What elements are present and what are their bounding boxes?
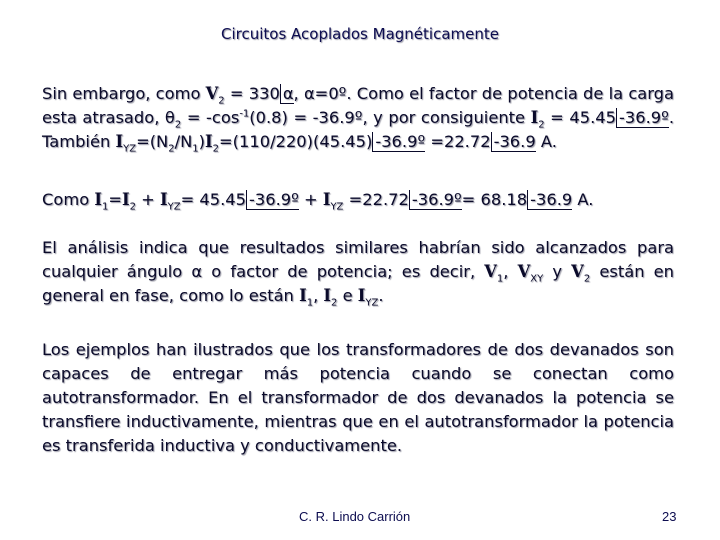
paragraph-3: El análisis indica que resultados similares habrían sido alcanzados para cualquier ángulo α o factor de potencia; es decir, $V_1$, $V_{XY}$ y $V_2$ están en general en fase, como lo están $I_1$, $I_2$ e $I_{YZ}$. xyxy=(42,238,674,309)
phasor-angle: -36.9º xyxy=(372,132,425,152)
slide-title: Circuitos Acoplados Magnéticamente xyxy=(221,25,499,43)
paragraph-1: Sin embargo, como $V_2 = 330$ α, α=0º. Como el factor de potencia de la carga esta atrasado, $\theta_2 = -\cos^{-1}(0.8)$ = -36.9º, y por consiguiente $I_2 = 45.45$ -36.9º. También $I_{YZ}=(N_2/N_1)I_2=(110/220)(45.45)$ -36.9º =22.72 -36.9 A. xyxy=(42,84,674,155)
phasor-angle: -36.9 xyxy=(491,132,536,152)
paragraph-4: Los ejemplos han ilustrados que los transformadores de dos devanados son capaces de entregar más potencia cuando se conectan como autotransformador. En el transformador de dos devanados la potencia se transfiere inductivamente, mientras que en el autotransformador la potencia es transferida inductiva y conductivamente. xyxy=(42,340,674,455)
phasor-angle: -36.9 xyxy=(527,190,572,210)
phasor-angle: -36.9º xyxy=(246,190,299,210)
paragraph-2: Como $I_1=I_2 + I_{YZ}= 45.45$ -36.9º + $I_{YZ} =22.72$ -36.9º= 68.18 -36.9 A. xyxy=(42,190,594,213)
phasor-angle: α xyxy=(280,84,294,104)
phasor-angle: -36.9º xyxy=(616,108,669,128)
footer-author: C. R. Lindo Carrión xyxy=(299,509,411,524)
page-number: 23 xyxy=(662,509,677,524)
phasor-angle: -36.9º xyxy=(409,190,462,210)
